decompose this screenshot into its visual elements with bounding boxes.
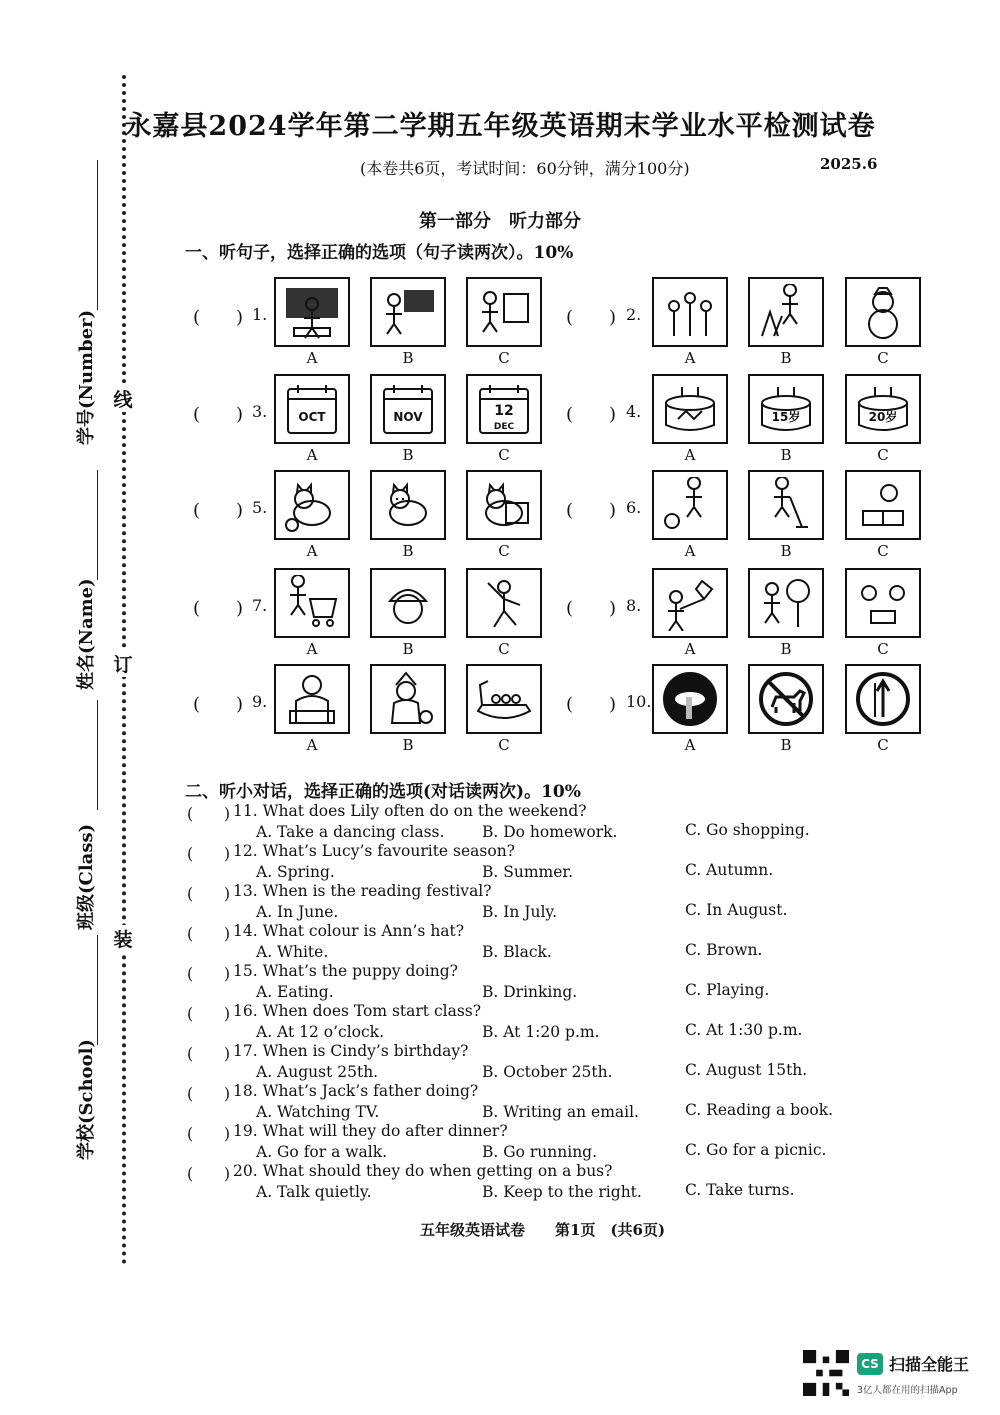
option-letter: A <box>684 736 696 754</box>
question-number: 1. <box>252 305 268 324</box>
answer-blank[interactable]: ( ) <box>187 1125 231 1143</box>
option-letter: A <box>684 349 696 367</box>
option-c: C. Go for a picnic. <box>685 1141 827 1159</box>
picture-option[interactable] <box>748 470 824 540</box>
option-letter: C <box>877 446 889 464</box>
question-number: 8. <box>626 596 642 615</box>
option-letter: A <box>306 640 318 658</box>
exam-date: 2025.6 <box>820 155 878 173</box>
option-c: C. Autumn. <box>685 861 774 879</box>
answer-blank[interactable]: ( ) <box>187 845 231 863</box>
answer-blank[interactable]: ( ) <box>193 404 244 425</box>
option-letter: A <box>306 542 318 560</box>
picture-option[interactable] <box>370 664 446 734</box>
option-letter: C <box>877 542 889 560</box>
people-making-zongzi-icon <box>282 671 342 727</box>
cat-sleeping-icon <box>378 477 438 533</box>
picture-option[interactable] <box>845 277 921 347</box>
picture-option[interactable] <box>466 277 542 347</box>
class-write-line[interactable] <box>97 700 98 810</box>
svg-text:20岁: 20岁 <box>868 410 898 424</box>
answer-blank[interactable]: ( ) <box>193 598 244 619</box>
kid-flying-kite-icon <box>660 575 720 631</box>
option-letter: A <box>306 736 318 754</box>
answer-blank[interactable]: ( ) <box>566 307 617 328</box>
cake-15-icon <box>756 381 816 437</box>
option-letter: B <box>402 349 414 367</box>
question-number: 10. <box>626 692 652 711</box>
svg-text:NOV: NOV <box>393 410 423 424</box>
picture-option[interactable] <box>845 568 921 638</box>
autumn-harvest-icon <box>756 284 816 340</box>
answer-blank[interactable]: ( ) <box>193 500 244 521</box>
question-text: 11. What does Lily often do on the weekend? <box>233 802 587 820</box>
binding-char-bind: 装 <box>110 925 136 952</box>
option-b: B. Keep to the right. <box>482 1183 642 1201</box>
picture-option[interactable] <box>274 664 350 734</box>
option-c: C. Reading a book. <box>685 1101 834 1119</box>
calendar-oct-icon <box>282 381 342 437</box>
picture-option[interactable] <box>274 277 350 347</box>
option-c: C. August 15th. <box>685 1061 808 1079</box>
option-letter: C <box>877 736 889 754</box>
picture-option[interactable] <box>748 568 824 638</box>
picture-option[interactable] <box>845 664 921 734</box>
no-talking-sign-icon <box>660 671 720 727</box>
option-letter: C <box>877 640 889 658</box>
option-a: A. Eating. <box>256 983 334 1001</box>
dragon-boat-icon <box>474 671 534 727</box>
answer-blank[interactable]: ( ) <box>187 1005 231 1023</box>
picture-option[interactable] <box>274 568 350 638</box>
number-write-line[interactable] <box>97 160 98 310</box>
cake-ship-icon <box>660 381 720 437</box>
option-c: C. Brown. <box>685 941 763 959</box>
option-c: C. Go shopping. <box>685 821 810 839</box>
option-a: A. Go for a walk. <box>256 1143 388 1161</box>
answer-blank[interactable]: ( ) <box>187 925 231 943</box>
option-b: B. Summer. <box>482 863 574 881</box>
question-number: 6. <box>626 498 642 517</box>
answer-blank[interactable]: ( ) <box>187 1045 231 1063</box>
section1-heading: 一、听句子，选择正确的选项（句子读两次）。10% <box>185 243 574 263</box>
question-text: 15. What’s the puppy doing? <box>233 962 458 980</box>
option-a: A. In June. <box>256 903 339 921</box>
snowman-icon <box>853 284 913 340</box>
option-a: A. White. <box>256 943 329 961</box>
qr-code-icon <box>803 1350 849 1396</box>
scanner-app-name: 扫描全能王 <box>889 1355 970 1374</box>
svg-text:OCT: OCT <box>298 410 326 424</box>
option-a: A. Take a dancing class. <box>256 823 445 841</box>
answer-blank[interactable]: ( ) <box>193 694 244 715</box>
picture-option[interactable] <box>466 568 542 638</box>
picture-option[interactable] <box>466 470 542 540</box>
kids-picnic-icon <box>853 575 913 631</box>
picture-option[interactable] <box>748 277 824 347</box>
scanner-tagline: 3亿人都在用的扫描App <box>857 1385 958 1396</box>
santa-claus-icon <box>378 671 438 727</box>
svg-text:15岁: 15岁 <box>771 410 801 424</box>
man-shopping-cart-icon <box>282 575 342 631</box>
answer-blank[interactable]: ( ) <box>566 500 617 521</box>
picture-option[interactable] <box>652 374 728 444</box>
boy-drawing-icon <box>474 284 534 340</box>
svg-text:12: 12 <box>494 403 514 419</box>
picture-option[interactable] <box>274 470 350 540</box>
name-label: 姓名(Name) <box>76 578 97 690</box>
question-text: 14. What colour is Ann’s hat? <box>233 922 465 940</box>
picture-option[interactable] <box>845 470 921 540</box>
question-number: 7. <box>252 596 268 615</box>
calendar-nov-icon <box>378 381 438 437</box>
answer-blank[interactable]: ( ) <box>187 885 231 903</box>
option-letter: A <box>306 349 318 367</box>
answer-blank[interactable]: ( ) <box>187 965 231 983</box>
option-letter: A <box>684 446 696 464</box>
picture-option[interactable] <box>748 374 824 444</box>
option-letter: C <box>877 349 889 367</box>
question-text: 17. When is Cindy’s birthday? <box>233 1042 469 1060</box>
calendar-dec-12-icon <box>474 381 534 437</box>
picture-option[interactable] <box>370 374 446 444</box>
picture-option[interactable] <box>652 568 728 638</box>
spring-flowers-icon <box>660 284 720 340</box>
option-letter: B <box>780 446 792 464</box>
question-number: 2. <box>626 305 642 324</box>
option-letter: B <box>780 542 792 560</box>
no-dogs-sign-icon <box>756 671 816 727</box>
option-a: A. Watching TV. <box>256 1103 380 1121</box>
picture-option[interactable] <box>845 374 921 444</box>
question-text: 13. When is the reading festival? <box>233 882 492 900</box>
option-a: A. Spring. <box>256 863 335 881</box>
picture-option[interactable] <box>274 374 350 444</box>
boy-sweeping-icon <box>756 477 816 533</box>
picture-option[interactable] <box>466 664 542 734</box>
page-footer: 五年级英语试卷 第1页 (共6页) <box>420 1221 666 1239</box>
option-b: B. Writing an email. <box>482 1103 639 1121</box>
option-letter: A <box>684 640 696 658</box>
answer-blank[interactable]: ( ) <box>566 598 617 619</box>
answer-blank[interactable]: ( ) <box>193 307 244 328</box>
cat-playing-ball-icon <box>282 477 342 533</box>
boy-reading-icon <box>853 477 913 533</box>
option-c: C. Playing. <box>685 981 770 999</box>
option-letter: B <box>780 736 792 754</box>
option-a: A. At 12 o’clock. <box>256 1023 385 1041</box>
boy-playing-football-icon <box>660 477 720 533</box>
option-b: B. Go running. <box>482 1143 598 1161</box>
name-write-line[interactable] <box>97 470 98 580</box>
question-number: 4. <box>626 402 642 421</box>
option-letter: C <box>498 640 510 658</box>
picture-option[interactable] <box>370 277 446 347</box>
picture-option[interactable] <box>370 470 446 540</box>
option-letter: C <box>498 349 510 367</box>
option-a: A. Talk quietly. <box>256 1183 372 1201</box>
question-text: 16. When does Tom start class? <box>233 1002 482 1020</box>
scanner-logo-icon: CS <box>857 1353 883 1375</box>
option-letter: B <box>402 736 414 754</box>
part-heading: 第一部分 听力部分 <box>419 211 581 232</box>
picture-option[interactable] <box>652 664 728 734</box>
school-write-line[interactable] <box>97 935 98 1045</box>
cat-in-box-icon <box>474 477 534 533</box>
option-letter: B <box>402 542 414 560</box>
class-label: 班级(Class) <box>76 823 97 930</box>
option-letter: A <box>306 446 318 464</box>
option-c: C. In August. <box>685 901 788 919</box>
picture-option[interactable] <box>466 374 542 444</box>
picture-option[interactable] <box>370 568 446 638</box>
option-b: B. In July. <box>482 903 558 921</box>
answer-blank[interactable]: ( ) <box>187 805 231 823</box>
man-planting-tree-icon <box>756 575 816 631</box>
cake-20-icon <box>853 381 913 437</box>
option-b: B. October 25th. <box>482 1063 613 1081</box>
option-letter: B <box>402 640 414 658</box>
girl-hat-icon <box>378 575 438 631</box>
one-way-sign-icon <box>853 671 913 727</box>
exam-subtitle: (本卷共6页，考试时间：60分钟，满分100分) <box>360 159 690 178</box>
option-b: B. At 1:20 p.m. <box>482 1023 600 1041</box>
option-b: B. Do homework. <box>482 823 618 841</box>
question-text: 19. What will they do after dinner? <box>233 1122 508 1140</box>
school-label: 学校(School) <box>76 1039 97 1160</box>
option-letter: B <box>780 349 792 367</box>
option-a: A. August 25th. <box>256 1063 379 1081</box>
option-c: C. Take turns. <box>685 1181 795 1199</box>
answer-blank[interactable]: ( ) <box>566 694 617 715</box>
question-text: 20. What should they do when getting on a bus? <box>233 1162 613 1180</box>
svg-text:DEC: DEC <box>493 422 515 432</box>
picture-option[interactable] <box>652 470 728 540</box>
section2-heading: 二、听小对话，选择正确的选项(对话读两次)。10% <box>185 782 581 802</box>
girl-dancing-icon <box>474 575 534 631</box>
question-text: 12. What’s Lucy’s favourite season? <box>233 842 515 860</box>
answer-blank[interactable]: ( ) <box>566 404 617 425</box>
option-letter: C <box>498 736 510 754</box>
answer-blank[interactable]: ( ) <box>187 1165 231 1183</box>
option-c: C. At 1:30 p.m. <box>685 1021 803 1039</box>
option-letter: C <box>498 446 510 464</box>
question-number: 5. <box>252 498 268 517</box>
option-b: B. Drinking. <box>482 983 578 1001</box>
option-letter: B <box>402 446 414 464</box>
exam-title: 永嘉县2024学年第二学期五年级英语期末学业水平检测试卷 <box>124 111 876 142</box>
option-letter: B <box>780 640 792 658</box>
option-b: B. Black. <box>482 943 552 961</box>
picture-option[interactable] <box>652 277 728 347</box>
binding-char-line: 线 <box>110 385 136 412</box>
picture-option[interactable] <box>748 664 824 734</box>
number-label: 学号(Number) <box>76 309 97 445</box>
binding-char-staple: 订 <box>110 650 136 677</box>
teacher-at-board-icon <box>378 284 438 340</box>
science-classroom-icon <box>282 284 342 340</box>
question-text: 18. What’s Jack’s father doing? <box>233 1082 479 1100</box>
option-letter: C <box>498 542 510 560</box>
option-letter: A <box>684 542 696 560</box>
answer-blank[interactable]: ( ) <box>187 1085 231 1103</box>
question-number: 9. <box>252 692 268 711</box>
question-number: 3. <box>252 402 268 421</box>
